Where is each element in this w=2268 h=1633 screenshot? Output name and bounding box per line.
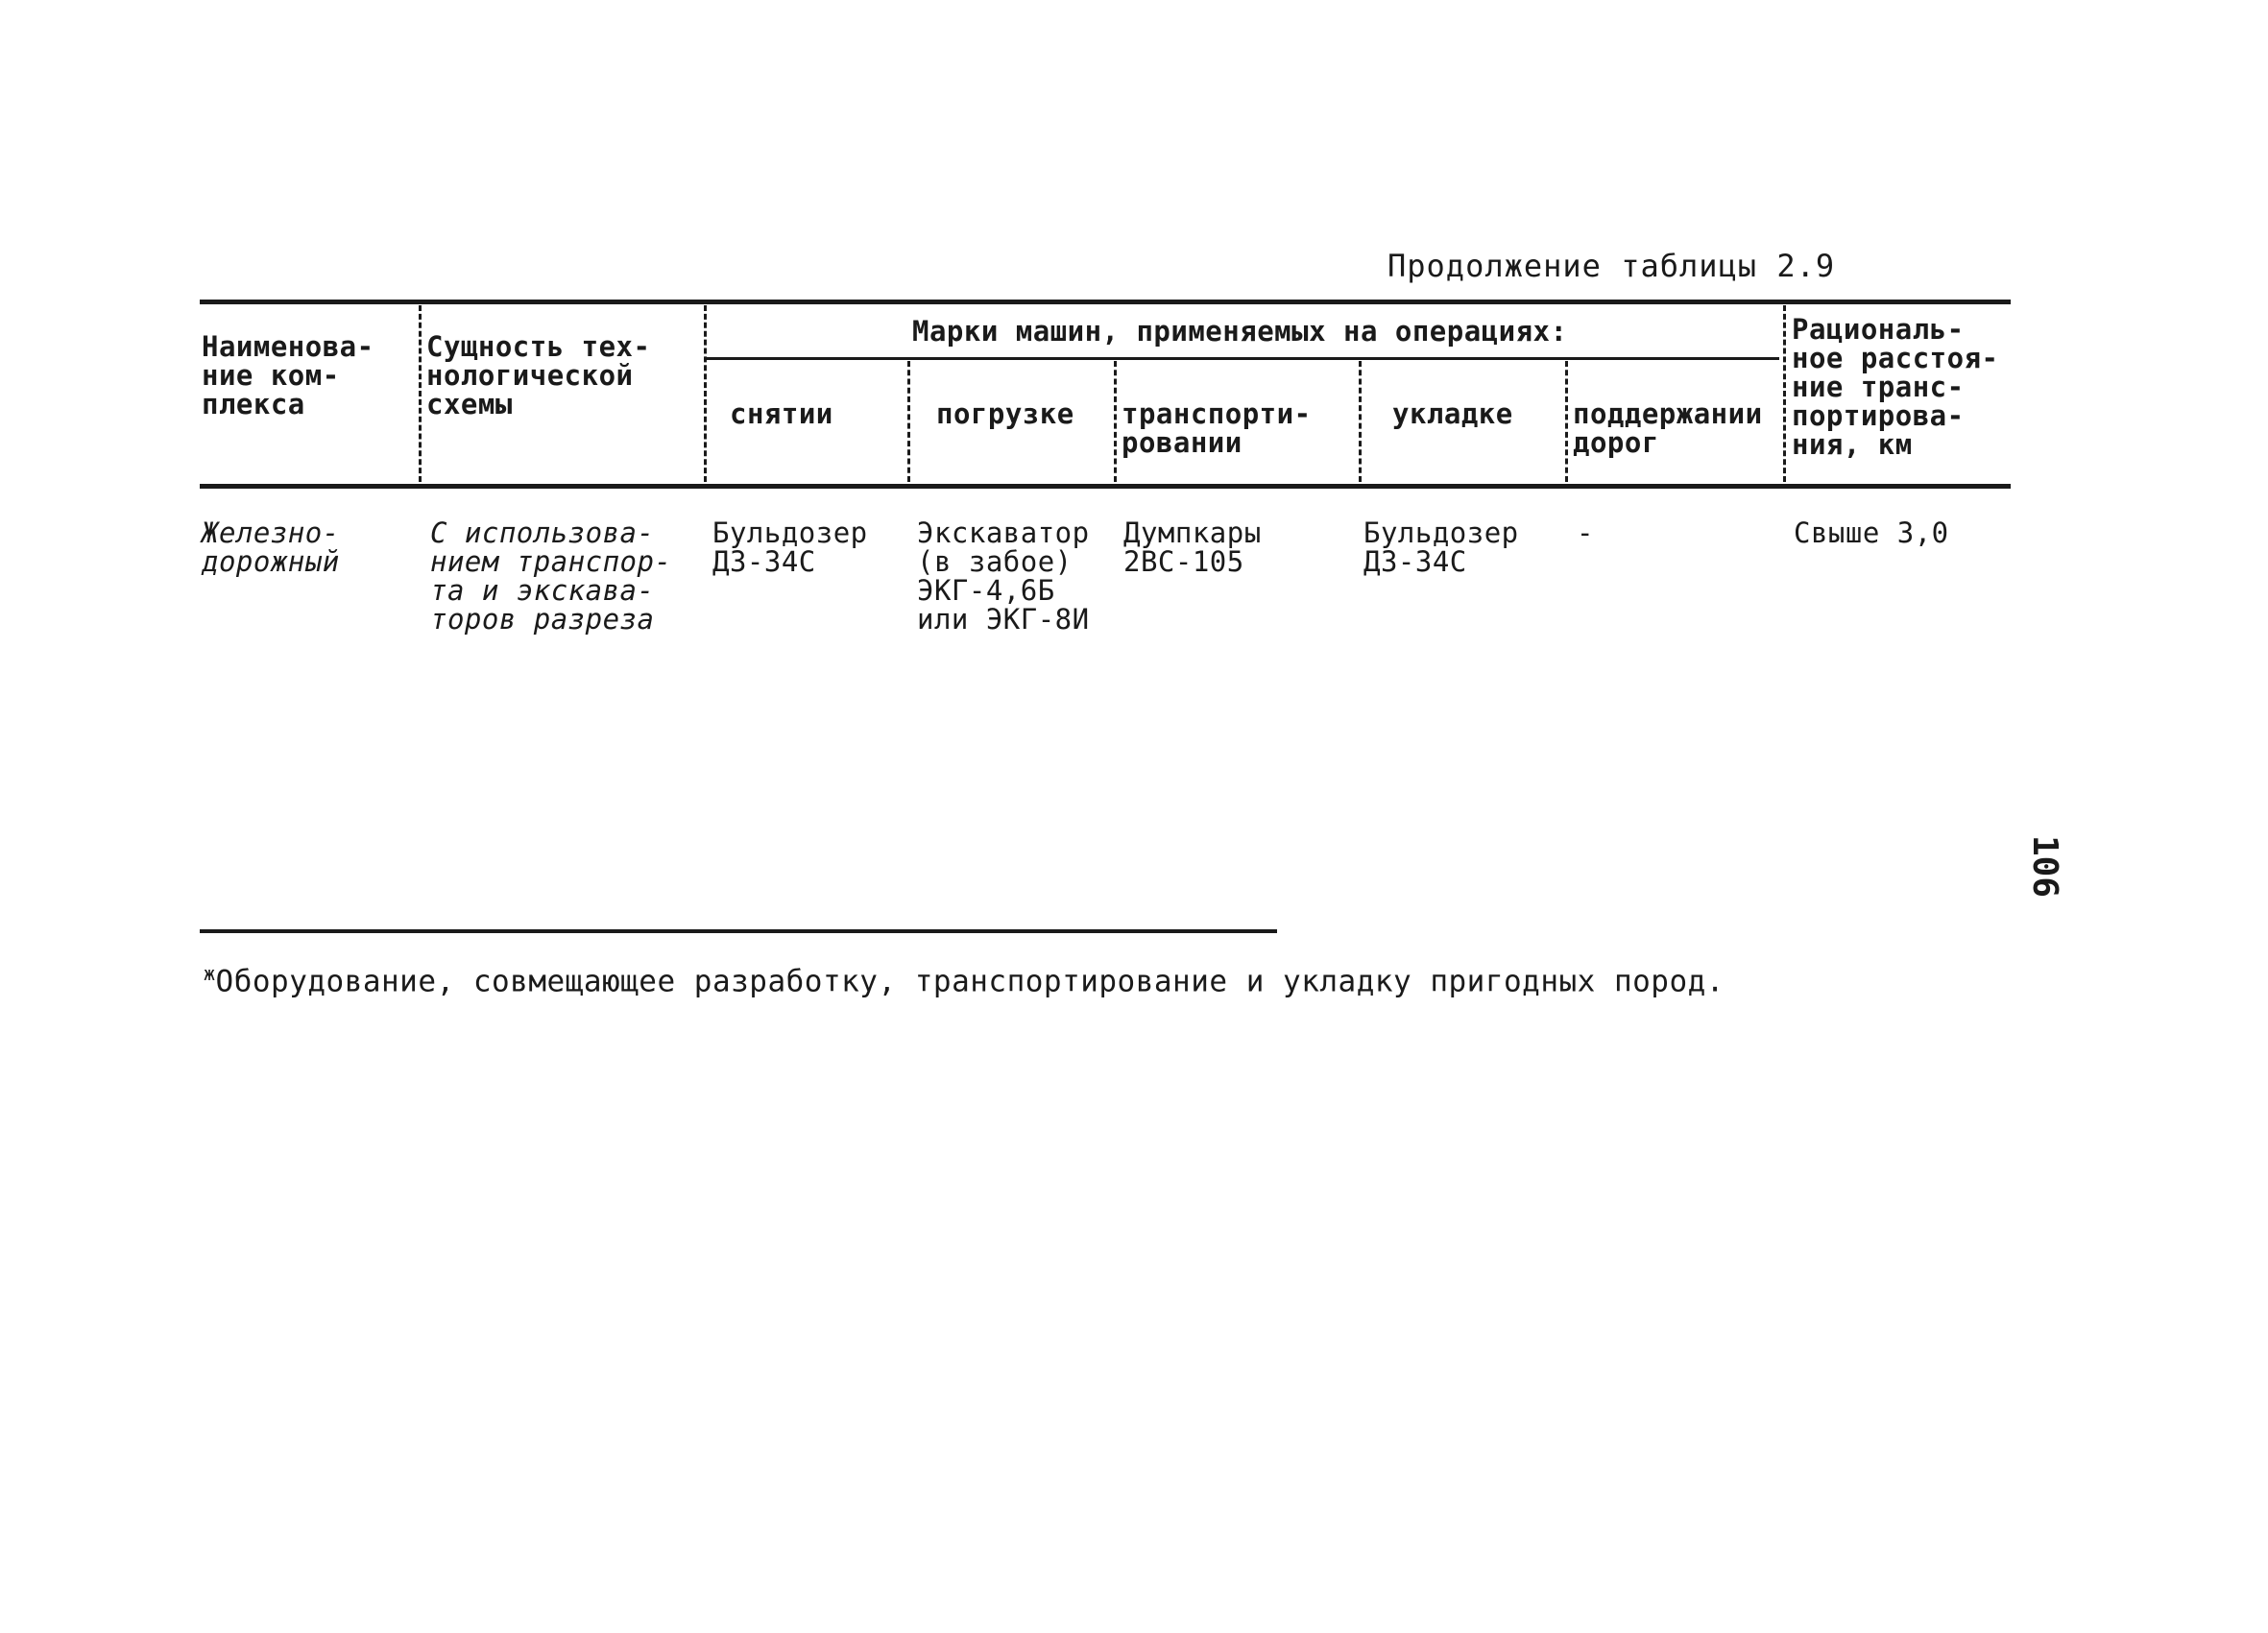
header-scheme-essence: Сущность тех- нологической схемы: [426, 330, 651, 420]
col-divider: [1359, 361, 1362, 482]
header-road-support: поддержании дорог: [1573, 397, 1763, 459]
col-divider: [907, 361, 910, 482]
cell-removal: Бульдозер ДЗ-34С: [712, 516, 868, 578]
footnote: [204, 962, 1725, 998]
header-rational-distance: Рациональ- ное расстоя- ние транс- портирова- ния, км: [1792, 313, 1999, 461]
cell-complex-name: Железно- дорожный: [202, 516, 340, 578]
header-removal: снятии: [730, 397, 833, 430]
header-loading: погрузке: [936, 397, 1074, 430]
cell-road-support: -: [1577, 516, 1594, 549]
cell-transport: Думпкары 2ВС-105: [1123, 516, 1262, 578]
cell-scheme-essence: С использова- нием транспор- та и экскава- торов разреза: [430, 516, 672, 636]
footnote-marker: ж: [204, 962, 216, 985]
col-divider: [419, 305, 422, 482]
footnote-text: Оборудование, совмещающее разработку, транспортирование и укладку пригодных пород.: [215, 964, 1725, 999]
header-laying: укладке: [1392, 397, 1513, 430]
cell-laying: Бульдозер ДЗ-34С: [1363, 516, 1519, 578]
table-top-rule: [200, 300, 2011, 304]
col-divider: [1783, 305, 1786, 482]
col-divider: [704, 305, 707, 482]
col-divider: [1565, 361, 1568, 482]
col-divider: [1114, 361, 1117, 482]
group-header-rule: [706, 357, 1779, 360]
table-caption: Продолжение таблицы 2.9: [1387, 248, 1836, 284]
cell-loading: Экскаватор (в забое) ЭКГ-4,6Б или ЭКГ-8И: [917, 516, 1090, 636]
footnote-rule: [200, 929, 1277, 933]
page-number: 106: [2025, 835, 2064, 899]
header-bottom-rule: [200, 484, 2011, 489]
header-complex-name: Наименова- ние ком- плекса: [202, 330, 374, 420]
header-transport: транспорти- ровании: [1122, 397, 1312, 459]
cell-rational-distance: Свыше 3,0: [1794, 516, 1949, 549]
header-machine-brands: Марки машин, применяемых на операциях:: [912, 315, 1568, 348]
